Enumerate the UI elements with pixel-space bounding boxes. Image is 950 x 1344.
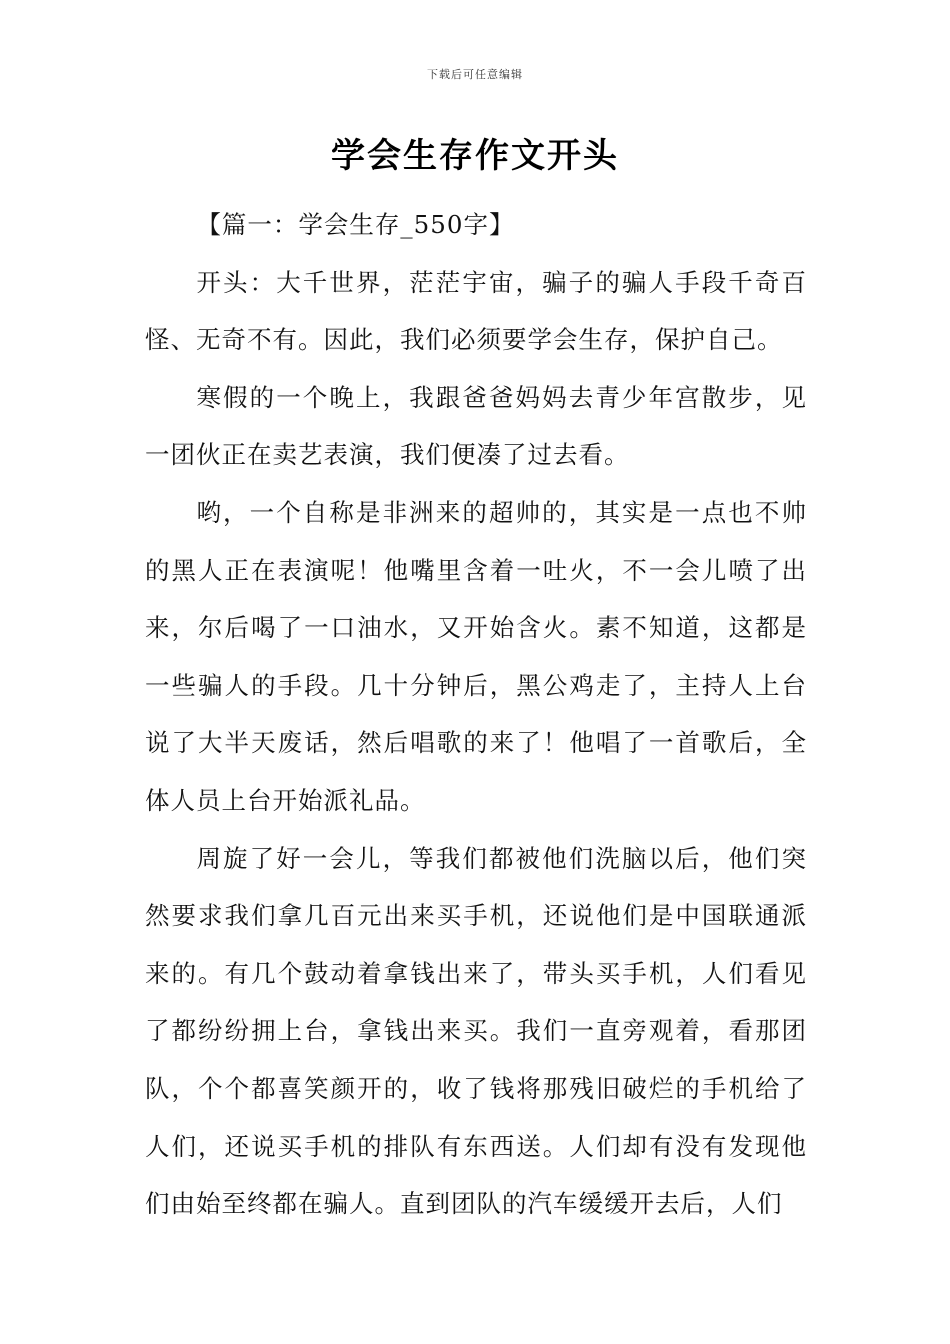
section-heading: 【篇一：学会生存_550字】 — [196, 210, 515, 239]
header-note: 下载后可任意编辑 — [427, 68, 523, 81]
paragraph: 哟，一个自称是非洲来的超帅的，其实是一点也不帅的黑人正在表演呢！他嘴里含着一吐火，不一会儿喷了出来，尔后喝了一口油水，又开始含火。素不知道，这都是一些骗人的手段。几十分钟后，黑公鸡走了，主持人上台说了大半天废话，然后唱歌的来了！他唱了一首歌后，全体人员上台开始派礼品。 — [145, 497, 807, 815]
document-title: 学会生存作文开头 — [331, 136, 619, 176]
paragraph: 寒假的一个晚上，我跟爸爸妈妈去青少年宫散步，见一团伙正在卖艺表演，我们便凑了过去看。 — [145, 382, 807, 470]
paragraph: 周旋了好一会儿，等我们都被他们洗脑以后，他们突然要求我们拿几百元出来买手机，还说他们是中国联通派来的。有几个鼓动着拿钱出来了，带头买手机，人们看见了都纷纷拥上台，拿钱出来买。我们一直旁观着，看那团队，个个都喜笑颜开的，收了钱将那残旧破烂的手机给了人们，还说买手机的排队有东西送。人们却有没有发现他们由始至终都在骗人。直到团队的汽车缓缓开去后，人们 — [145, 843, 807, 1219]
document-body — [145, 196, 807, 1233]
paragraph: 开头：大千世界，茫茫宇宙，骗子的骗人手段千奇百怪、无奇不有。因此，我们必须要学会生存，保护自己。 — [145, 267, 807, 355]
